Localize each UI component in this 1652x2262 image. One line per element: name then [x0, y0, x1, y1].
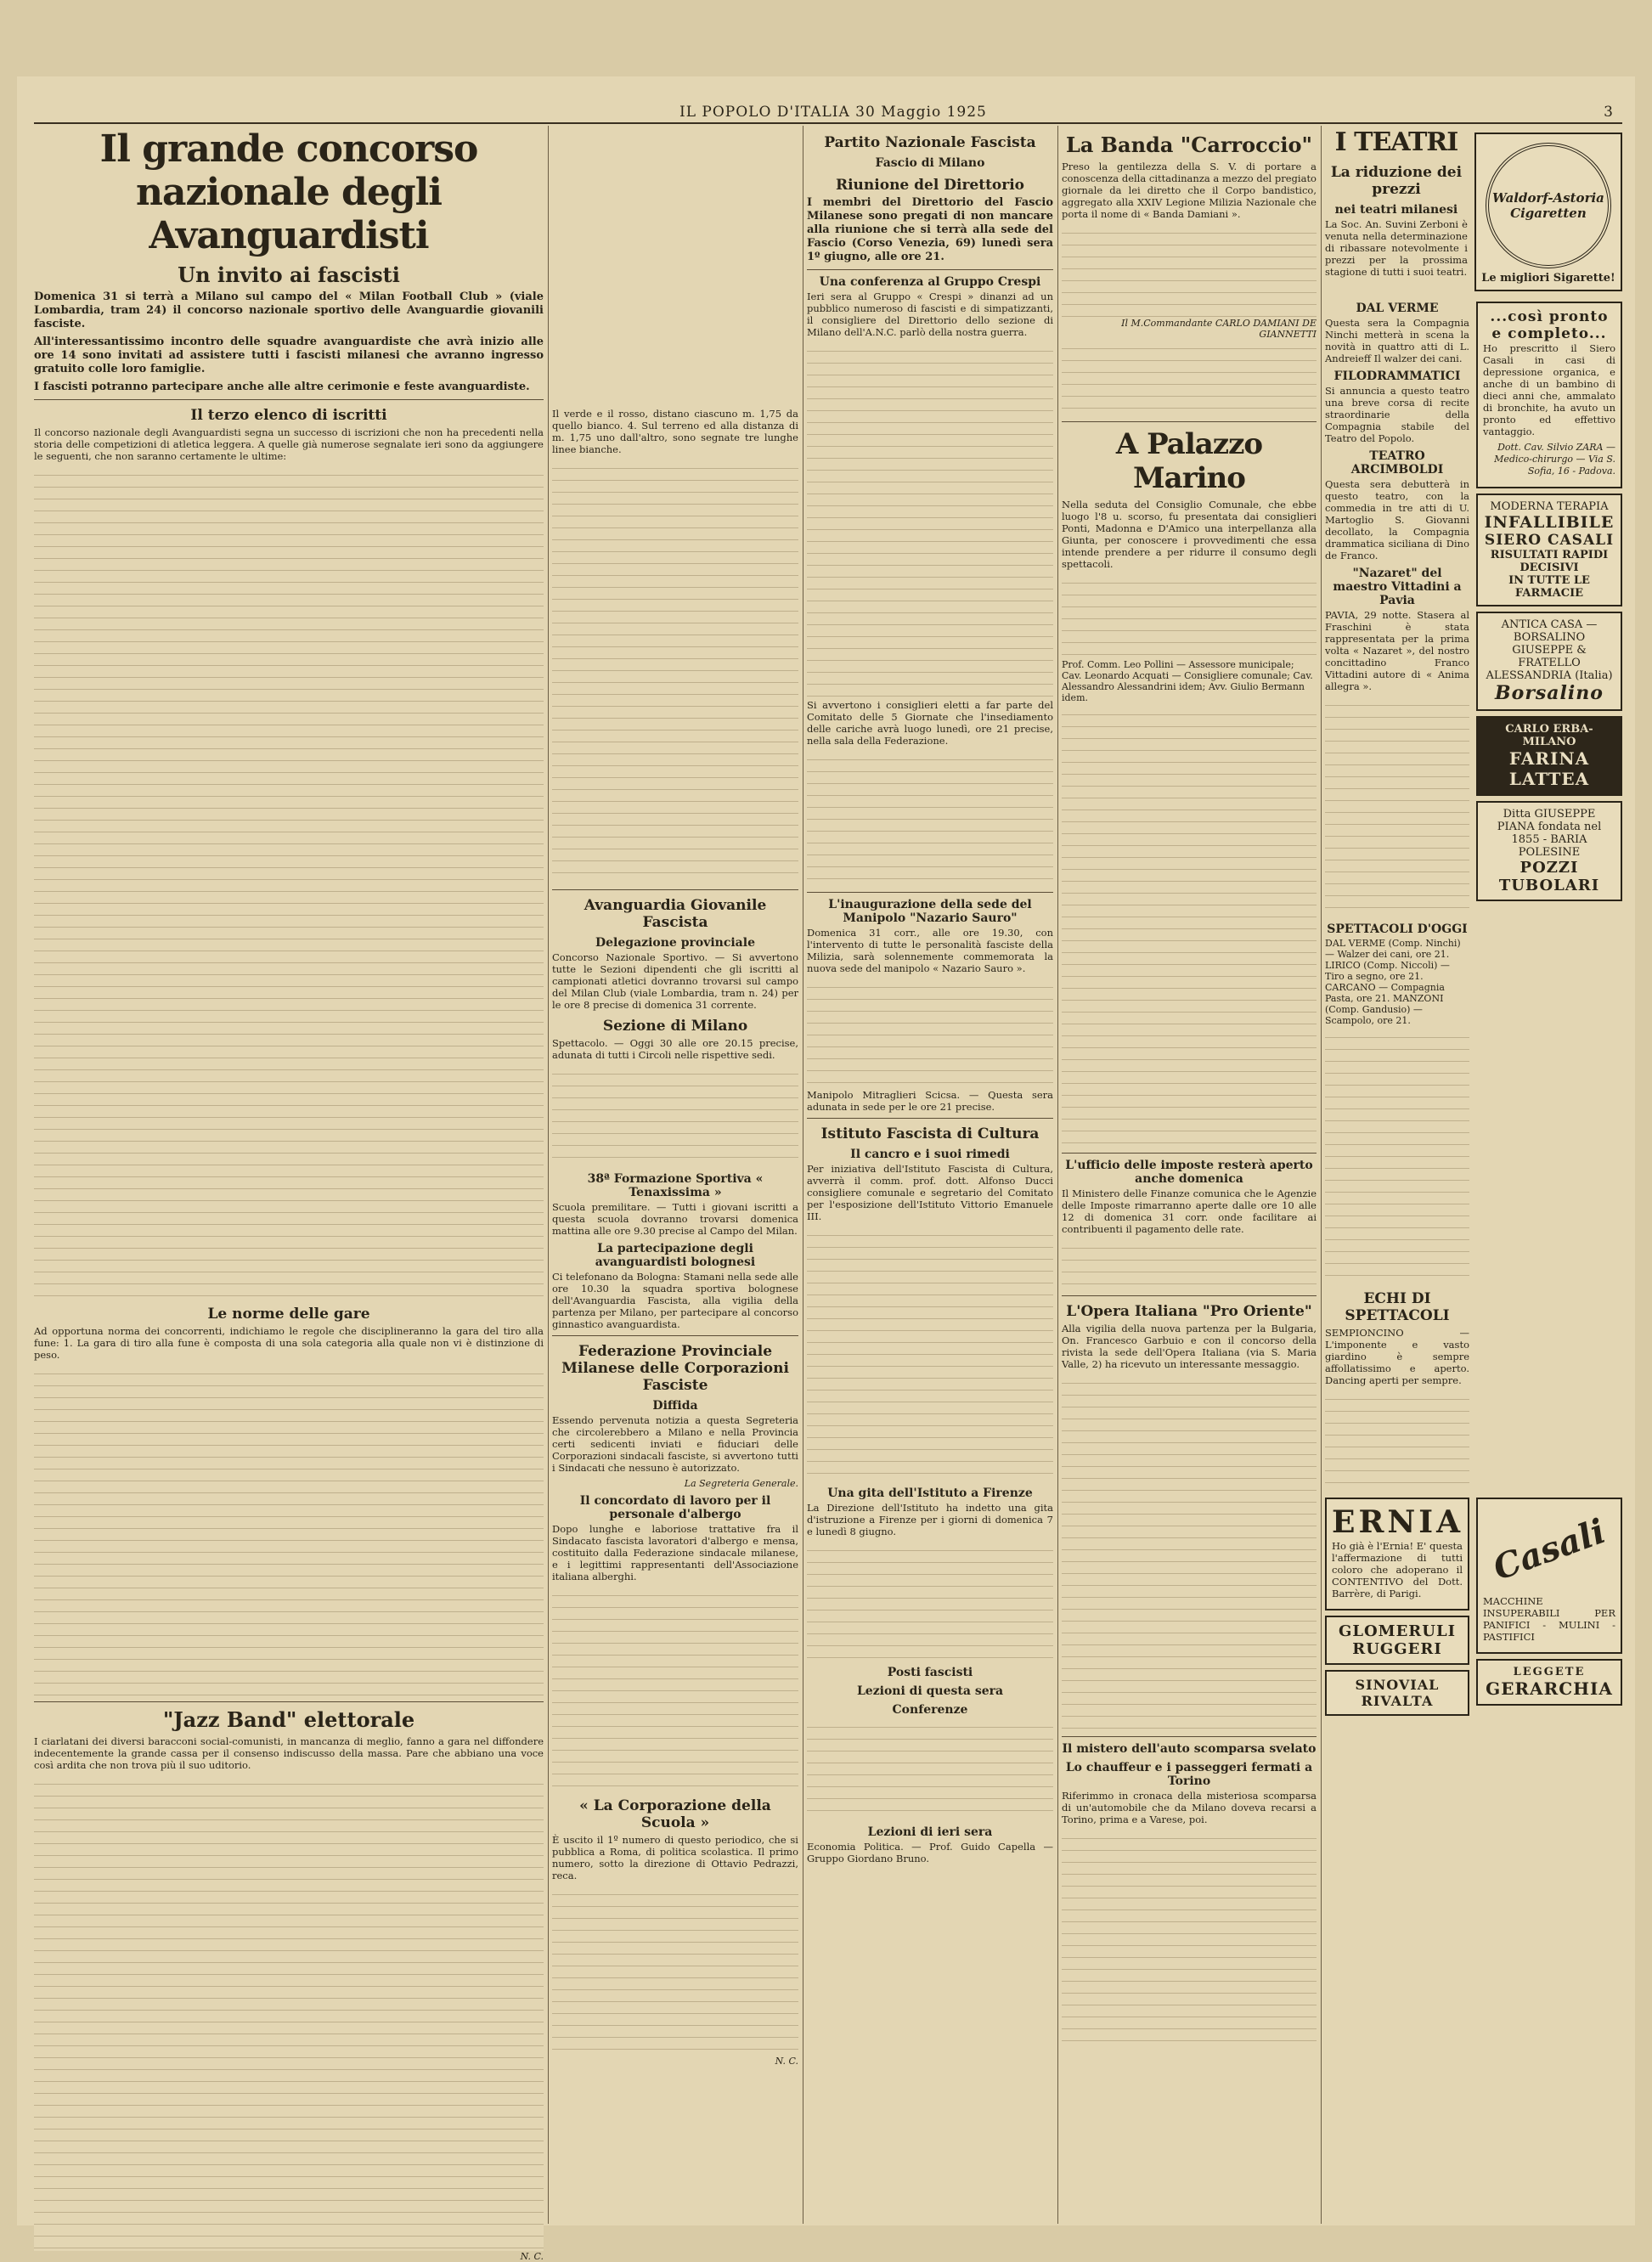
article-text: Concorso Nazionale Sportivo. — Si avvertono tutte le Sezioni dipendenti che gli iscritti al campionati atletici dovranno trovarsi sul campo del Milan Club (viale Lombardia, tram n. 24) per le ore 8 precise di domenica 31 corrente. [552, 951, 798, 1011]
siero-casali-testimonial-ad [1476, 302, 1622, 488]
article-body-placeholder [552, 1065, 798, 1167]
heading-inaugurazione: L'inaugurazione della sede del Manipolo "Nazario Sauro" [828, 898, 1032, 925]
article-body-placeholder [807, 342, 1053, 699]
heading-ufficio: L'ufficio delle imposte resterà aperto anche domenica [1065, 1159, 1313, 1186]
article-text: Riferimmo in cronaca della misteriosa scomparsa di un'automobile che da Milano doveva recarsi a Torino, prima e a Varese, poi. [1062, 1790, 1317, 1825]
article-body-placeholder [1325, 1029, 1469, 1283]
article-text: Per iniziativa dell'Istituto Fascista di Cultura, avverrà il comm. prof. dott. Alfonso Ducci consigliere comunale e segretario del Comitato per l'esposizione dell'Istituto Vittorio Emanuele III. [807, 1163, 1053, 1222]
article-body-placeholder [1062, 706, 1317, 1148]
ad-kicker: MODERNA TERAPIA [1490, 500, 1609, 513]
lead-paragraph: All'interessantissimo incontro delle squadre avanguardiste che avrà inizio alle ore 14 sono invitati ad assistere tutti i fascisti milanesi che avranno ingresso gratuito colle loro famiglie. [34, 336, 544, 375]
ad-signature: Dott. Cav. Silvio ZARA — Medico-chirurgo — Via S. Sofia, 16 - Padova. [1494, 442, 1615, 477]
ad-brand: SINOVIAL RIVALTA [1355, 1677, 1440, 1709]
subhead-invito: Un invito ai fascisti [178, 262, 400, 287]
heading-conferenze: Conferenze [892, 1703, 968, 1717]
heading-bolognesi: La partecipazione degli avanguardisti bolognesi [595, 1242, 756, 1269]
heading-posti: Posti fascisti [887, 1666, 973, 1679]
ad-text: Ho prescritto il Siero Casali in casi di depressione organica, e anche di un bambino di dieci anni che, ammalato di bronchite, ha avuto un pronto ed effettivo vantaggio. [1483, 342, 1615, 437]
article-text: Alla vigilia della nuova partenza per la Bulgaria, On. Francesco Garbuio e con il concorso della rivista la sede dell'Opera Italiana (via S. Maria Valle, 2) ha ricevuto un interessante messaggio. [1062, 1323, 1317, 1370]
article-text: Preso la gentilezza della S. V. di portare a conoscenza della cittadinanza a mezzo del pregiato giornale da lei diretto che il Corpo bandistico, aggregato alla XXIV Legione Milizia Nazionale che porta il nome di « Banda Damiani ». [1062, 161, 1317, 220]
heading-concordato: Il concordato di lavoro per il personale d'albergo [579, 1494, 771, 1521]
masthead [34, 104, 1622, 124]
ad-brand: Borsalino [1495, 682, 1604, 704]
article-body-placeholder [807, 1718, 1053, 1820]
heading-echi: ECHI DI SPETTACOLI [1345, 1290, 1450, 1324]
heading-teatri: I TEATRI [1334, 127, 1458, 157]
article-text: PAVIA, 29 notte. Stasera al Fraschini è stata rappresentata per la prima volta « Nazaret », del nostro concittadino Franco Vittadini autore di « Anima allegra ». [1325, 609, 1469, 692]
gerarchia-ad [1476, 1659, 1622, 1706]
article-text: Il verde e il rosso, distano ciascuno m. 1,75 da quello bianco. 4. Sul terreno ed alla distanza di m. 1,75 uno dall'altro, sono segnate tre lunghe linee bianche. [552, 408, 798, 455]
article-text: La Soc. An. Suvini Zerboni è venuta nella determinazione di ribassare notevolmente i prezzi per la prossima stagione di tutti i suoi teatri. [1325, 218, 1468, 278]
heading-mistero: Il mistero dell'auto scomparsa svelato [1062, 1742, 1317, 1756]
article-body-placeholder [1062, 1239, 1317, 1290]
column-1 [34, 127, 544, 2262]
ad-kicker: ANTICA CASA — BORSALINO GIUSEPPE & FRATELLO [1501, 618, 1598, 669]
article-body-placeholder [807, 979, 1053, 1089]
signature: Il M.Commandante CARLO DAMIANI DE GIANNETTI [1121, 318, 1317, 340]
article-text: Domenica 31 corr., alle ore 19.30, con l'intervento di tutte le personalità fasciste della Milizia, sarà solennemente commemorata la nuova sede del manipolo « Nazario Sauro ». [807, 927, 1053, 974]
sinovial-ad [1325, 1670, 1469, 1716]
ad-product: POZZI TUBOLARI [1498, 859, 1600, 894]
subheading: Il cancro e i suoi rimedi [850, 1148, 1010, 1161]
signature: La Segreteria Generale. [684, 1478, 798, 1489]
article-text: Ci telefonano da Bologna: Stamani nella sede alle ore 10.30 la squadra sportiva bolognese dell'Avanguardia Fascista, alla vigilia della partenza per Milano, per partecipare al concorso ginnastico avanguardista. [552, 1271, 798, 1330]
attendee-list: Prof. Comm. Leo Pollini — Assessore municipale; Cav. Leonardo Acquati — Consigliere comunale; Cav. Alessandro Alessandrini idem; Avv. Giulio Bermann idem. [1062, 659, 1313, 703]
article-body-placeholder [1062, 574, 1317, 659]
column-rule [1057, 126, 1058, 2224]
article-body-placeholder [807, 751, 1053, 887]
article-text: SEMPIONCINO — L'imponente e vasto giardino è sempre affollatissimo e aperto. Dancing aperti per sempre. [1325, 1327, 1469, 1386]
pozzi-tubolari-ad [1476, 801, 1622, 901]
article-text: Manipolo Mitraglieri Scicsa. — Questa sera adunata in sede per le ore 21 precise. [807, 1089, 1053, 1113]
borsalino-ad [1476, 612, 1622, 711]
article-body-placeholder [1062, 224, 1317, 318]
heading-avanguardia: Avanguardia Giovanile Fascista [584, 897, 767, 931]
heading-riduzione: La riduzione dei prezzi [1330, 164, 1463, 198]
shows-list: DAL VERME (Comp. Ninchi) — Walzer dei cani, ore 21. LIRICO (Comp. Niccoli) — Tiro a segno, ore 21. CARCANO — Compagnia Pasta, ore 21. MANZONI (Comp. Gandusio) — Scampolo, ore 21. [1325, 938, 1461, 1026]
subheading: nei teatri milanesi [1334, 203, 1458, 217]
ad-title: ...così pronto e completo... [1490, 308, 1609, 342]
ad-headline: ERNIA [1332, 1504, 1464, 1540]
subheading: Fascio di Milano [875, 156, 985, 170]
ad-brand: GLOMERULI RUGGERI [1338, 1622, 1457, 1658]
heading-norme: Le norme delle gare [207, 1306, 370, 1323]
article-body-placeholder [34, 1775, 544, 2251]
heading-corporazione: « La Corporazione della Scuola » [579, 1797, 771, 1831]
heading-spettacoli: SPETTACOLI D'OGGI [1327, 922, 1468, 936]
article-body-placeholder [1062, 1830, 1317, 2050]
cigarette-ad [1474, 133, 1622, 291]
heading-federazione: Federazione Provinciale Milanese delle Corporazioni Fasciste [561, 1343, 789, 1394]
article-text: Si avvertono i consiglieri eletti a far parte del Comitato delle 5 Giornate che l'insediamento delle cariche avrà luogo lunedì, ore 21 precise, nella sala della Federazione. [807, 699, 1053, 747]
heading-ieri: Lezioni di ieri sera [867, 1825, 993, 1839]
heading-riunione: Riunione del Direttorio [835, 177, 1025, 194]
masthead-title: IL POPOLO D'ITALIA 30 Maggio 1925 [679, 104, 987, 121]
ad-headline: INFALLIBILE [1484, 513, 1615, 532]
article-text: La Direzione dell'Istituto ha indetto una gita d'istruzione a Firenze per i giorni di domenica 7 e lunedì 8 giugno. [807, 1502, 1053, 1537]
ad-brand: SIERO CASALI [1484, 532, 1615, 549]
signature: N. C. [520, 2251, 544, 2262]
carlo-erba-ad [1476, 716, 1622, 796]
column-rule [548, 126, 549, 2224]
article-body-placeholder [1325, 697, 1469, 917]
article-body-placeholder [552, 1587, 798, 1791]
article-text: Ad opportuna norma dei concorrenti, indichiamo le regole che disciplineranno la gara del tiro alla fune: 1. La gara di tiro alla fune è composta di una sola categoria alla quale non vi è distinzione di peso. [34, 1325, 544, 1361]
ernia-ad [1325, 1498, 1469, 1610]
article-text: Il Ministero delle Finanze comunica che le Agenzie delle Imposte rimarranno aperte dalle ore 10 alle 12 di domenica 31 corr. onde facilitare ai contribuenti il pagamento delle rate. [1062, 1187, 1317, 1235]
signature: N. C. [775, 2056, 798, 2067]
column-3 [807, 127, 1053, 2217]
article-text: Questa sera la Compagnia Ninchi metterà in scena la novità in quattro atti di L. Andreieff Il walzer dei cani. [1325, 317, 1469, 364]
ad-product: FARINA LATTEA [1508, 748, 1590, 789]
article-text: I ciarlatani dei diversi baracconi social-comunisti, in mancanza di meglio, fanno a gara nel diffondere indecentemente la grande cassa per il consenso indiscusso della massa. Pare che abbiano una voce così ardita che non trova più il suo uditorio. [34, 1735, 544, 1771]
headline-avanguardisti: Il grande concorso nazionale degli Avanguardisti [99, 127, 478, 257]
heading-firenze: Una gita dell'Istituto a Firenze [827, 1486, 1033, 1500]
lead-paragraph: I fascisti potranno partecipare anche alle altre cerimonie e feste avanguardiste. [34, 381, 530, 393]
heading-elenco: Il terzo elenco di iscritti [190, 407, 387, 424]
subheading: Diffida [652, 1399, 698, 1413]
article-text: Il concorso nazionale degli Avanguardisti segna un successo di iscrizioni che non ha precedenti nella storia delle competizioni di atletica leggera. A quelle già numerose segnalate ieri sono da aggiungere le seguenti, che non saranno certamente le ultime: [34, 426, 544, 462]
ad-kicker: LEGGETE [1513, 1666, 1586, 1678]
article-body-placeholder [1325, 1390, 1469, 1492]
siero-casali-ad [1476, 494, 1622, 606]
lead-paragraph: I membri del Direttorio del Fascio Milanese sono pregati di non mancare alla riunione che si terrà alla sede del Fascio (Corso Venezia, 69) lunedì sera 1º giugno, alle ore 21. [807, 196, 1053, 263]
heading-jazz: "Jazz Band" elettorale [162, 1707, 415, 1732]
ad-kicker: Ditta GIUSEPPE PIANA fondata nel 1855 - BARIA POLESINE [1497, 808, 1602, 859]
article-text: Dopo lunghe e laboriose trattative fra il Sindacato fascista lavoratori d'albergo e mensa, costituito dalla Federazione sindacale milanese, e i legittimi rappresentanti dell'Associazione italiana alberghi. [552, 1523, 798, 1582]
heading-marino: A Palazzo Marino [1115, 427, 1263, 495]
glomeruli-ad [1325, 1616, 1469, 1665]
article-body-placeholder [807, 1542, 1053, 1661]
heading-istituto: Istituto Fascista di Cultura [820, 1125, 1040, 1142]
article-body-placeholder [552, 1886, 798, 2056]
ad-brand: Casali [1487, 1511, 1611, 1588]
article-body-placeholder [1062, 340, 1317, 416]
casali-machines-ad [1476, 1498, 1622, 1654]
heading-verme: DAL VERME [1356, 302, 1439, 315]
ad-brand: CARLO ERBA-MILANO [1505, 723, 1593, 748]
article-text: Questa sera debutterà in questo teatro, con la commedia in tre atti di U. Martoglio S. Giovanni decollato, la Compagnia drammatica siciliana di Dino de Franco. [1325, 478, 1469, 561]
heading-opera: L'Opera Italiana "Pro Oriente" [1066, 1303, 1312, 1320]
column-2 [552, 127, 798, 2217]
article-body-placeholder [552, 460, 798, 884]
article-text: Si annuncia a questo teatro una breve corsa di recite straordinarie della Compagnia stabile del Teatro del Popolo. [1325, 385, 1469, 444]
ad-city: ALESSANDRIA (Italia) [1486, 669, 1613, 682]
column-4 [1062, 127, 1317, 2217]
heading-crespi: Una conferenza al Gruppo Crespi [819, 275, 1041, 289]
article-text: Economia Politica. — Prof. Guido Capella — Gruppo Giordano Bruno. [807, 1841, 1053, 1864]
heading-nazaret: "Nazaret" del maestro Vittadini a Pavia [1333, 567, 1462, 607]
article-text: Nella seduta del Consiglio Comunale, che ebbe luogo l'8 u. scorso, fu presentata dai consiglieri Ponti, Madonna e D'Amico una interpellanza alla Giunta, per conoscere i provvedimenti che essa intende prendere a per ridurre il consumo degli spettacoli. [1062, 499, 1317, 570]
article-body-placeholder [34, 466, 544, 1299]
ad-availability: IN TUTTE LE FARMACIE [1508, 574, 1590, 600]
column-5 [1325, 127, 1622, 2217]
page-number: 3 [1604, 104, 1614, 121]
cigarette-tagline: Le migliori Sigarette! [1481, 272, 1615, 285]
ad-brand: GERARCHIA [1486, 1678, 1613, 1699]
article-text: Spettacolo. — Oggi 30 alle ore 20.15 precise, adunata di tutti i Circoli nelle rispettive sedi. [552, 1037, 798, 1061]
subheading: Delegazione provinciale [595, 936, 755, 950]
heading-filodrammatici: FILODRAMMATICI [1333, 369, 1461, 383]
article-body-placeholder [1062, 1374, 1317, 1731]
heading-sezione: Sezione di Milano [602, 1018, 748, 1035]
article-text: Scuola premilitare. — Tutti i giovani iscritti a questa scuola dovranno trovarsi domenica mattina alle ore 9.30 precise al Campo del Milan. [552, 1201, 798, 1237]
heading-partito: Partito Nazionale Fascista [824, 134, 1036, 151]
ad-text: Ho già è l'Ernia! E' questa l'affermazione di tutti coloro che adoperano il CONTENTIVO del Dott. Barrère, di Parigi. [1332, 1540, 1463, 1599]
column-rule [1321, 126, 1322, 2224]
heading-formazione: 38ª Formazione Sportiva « Tenaxissima » [587, 1172, 764, 1199]
article-text: Ieri sera al Gruppo « Crespi » dinanzi ad un pubblico numeroso di fascisti e di simpatizzanti, il consigliere del Direttorio dello sezione di Milano dell'A.N.C. parlò della nostra guerra. [807, 291, 1053, 338]
ad-claim: RISULTATI RAPIDI DECISIVI [1490, 549, 1609, 574]
heading-banda: La Banda "Carroccio" [1065, 133, 1313, 157]
article-body-placeholder [807, 1227, 1053, 1481]
subheading: Lo chauffeur e i passeggeri fermati a Torino [1065, 1761, 1313, 1788]
lead-paragraph: Domenica 31 si terrà a Milano sul campo del « Milan Football Club » (viale Lombardia, tram 24) il concorso nazionale sportivo delle Avanguardie giovanili fasciste. [34, 291, 544, 330]
article-body-placeholder [34, 1365, 544, 1696]
article-text: Essendo pervenuta notizia a questa Segreteria che circolerebbero a Milano e nella Provincia certi sedicenti inviati e fiduciari delle Corporazioni sindacali fasciste, si avvertono tutti i Sindacati che nessuno è autorizzato. [552, 1414, 798, 1474]
article-text: È uscito il 1º numero di questo periodico, che si pubblica a Roma, di politica scolastica. Il primo numero, sotto la direzione di Ottavio Pedrazzi, reca. [552, 1834, 798, 1881]
heading-arcimboldi: TEATRO ARCIMBOLDI [1350, 449, 1444, 477]
heading-lezioni: Lezioni di questa sera [856, 1684, 1004, 1698]
cigarette-seal: Waldorf-Astoria Cigaretten [1486, 143, 1611, 268]
ad-text: MACCHINE INSUPERABILI PER PANIFICI - MULINI - PASTIFICI [1483, 1595, 1615, 1643]
